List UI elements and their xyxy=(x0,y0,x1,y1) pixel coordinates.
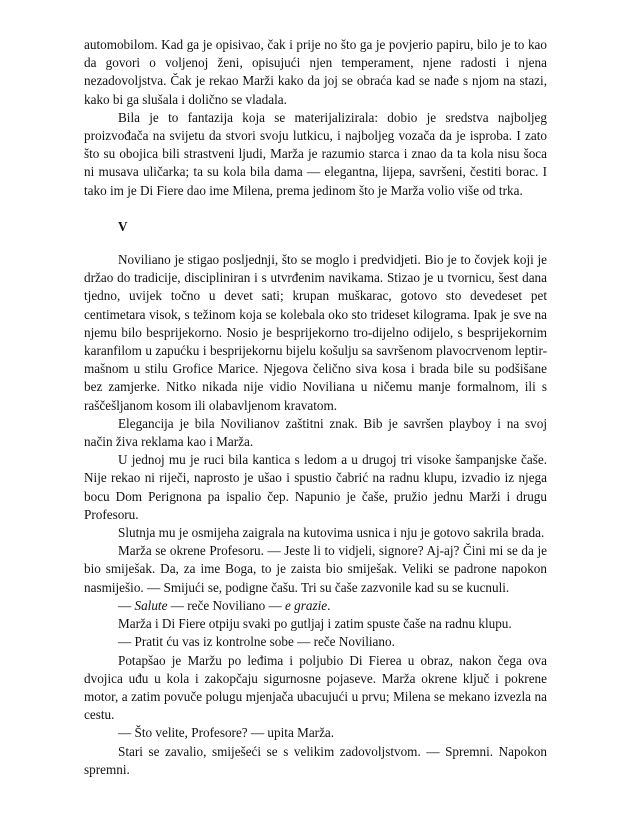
document-page xyxy=(84,36,547,779)
dialogue-line xyxy=(84,597,547,615)
paragraph: Marža se okrene Profesoru. — Jeste li to vidjeli, signore? Aj-aj? Čini mi se da je bio smiješak. Da, za ime Boga, to je zaista bio smiješak. Veliki se padrone napokon nasmiješio. — Smijući se, podigne čašu. Tri su čaše zazvonile kad su se kucnuli. xyxy=(84,543,547,595)
paragraph: Bila je to fantazija koja se materijalizirala: dobio je sredstva najboljeg proizvođača na svijetu da stvori svoju lutkicu, i najboljeg vozača da je isproba. I zato što su obojica bili strastveni ljudi, Marža je razumio starca i znao da ta kola nisu šoca ni musava uličarka; ta su kola bila dama — elegantna, lijepa, savršeni, čestiti borac. I tako im je Di Fiere dao ime Milena, prema jedinom što je Marža volio više od trka. xyxy=(84,109,547,198)
paragraph: Noviliano je stigao posljednji, što se moglo i predvidjeti. Bio je to čovjek koji je držao do tradicije, discipliniran i s utvrđenim navikama. Stizao je u tvornicu, šest dana tjedno, uvijek točno u devet sati; krupan muškarac, gotovo sto devedeset pet centimetara visok, s težinom koja se kolebala oko sto trideset kilograma. Ipak je sve na njemu bilo besprijekorno. Nosio je besprijekorno tro-dijelno odijelo, s besprijekornim karanfilom u zapućku i besprijekornu bijelu košulju sa savršenom plavocrvenom leptir-mašnom u stilu Grofice Marice. Njegova čelično siva kosa i brada bile su podšišane bez zamjerke. Nitko nikada nije vidio Noviliana u ničemu manje formalnom, ili s raščešljanom kosom ili olabavljenom kravatom. xyxy=(84,252,547,413)
paragraph: Slutnja mu je osmijeha zaigrala na kutovima usnica i nju je gotovo sakrila brada. xyxy=(118,525,545,541)
paragraph: Potapšao je Maržu po leđima i poljubio Di Fierea u obraz, nakon čega ova dvojica uđu u kola i zakopčaju sigurnosne pojaseve. Marža okrene ključ i pokrene motor, a zatim povuče polugu mjenjača ubacujući u prvu; Milena se mekano izvezla na cestu. xyxy=(84,652,547,723)
dialogue-mid: — reče Noviliano — xyxy=(167,597,286,613)
dialogue-dash: — xyxy=(118,597,135,613)
italic-word: Salute xyxy=(134,597,168,613)
dialogue-line: — Što velite, Profesore? — upita Marža. xyxy=(118,725,335,741)
paragraph: automobilom. Kad ga je opisivao, čak i prije no što ga je povjerio papiru, bilo je to kao da govori o voljenoj ženi, opisujući njen temperament, njene radosti i njena nezadovoljstva. Čak je rekao Marži kako da joj se obraća kad se nađe s njom na stazi, kako bi ga slušala i dolično se vladala. xyxy=(84,37,547,107)
dialogue-line: — Pratit ću vas iz kontrolne sobe — reče Noviliano. xyxy=(118,634,395,650)
paragraph: U jednoj mu je ruci bila kantica s ledom a u drugoj tri visoke šampanjske čaše. Nije rekao ni riječi, naprosto je ušao i spustio čabrić na radnu klupu, izvadio iz njega bocu Dom Perignona pa ispalio čep. Napunio je čaše, pružio jednu Marži i drugu Profesoru. xyxy=(84,452,547,522)
dialogue-end: . xyxy=(327,597,331,613)
chapter-heading: V xyxy=(118,218,128,234)
paragraph: Stari se zavalio, smiješeći se s velikim zadovoljstvom. — Spremni. Napokon spremni. xyxy=(84,743,547,777)
paragraph: Marža i Di Fiere otpiju svaki po gutljaj i zatim spuste čaše na radnu klupu. xyxy=(118,616,512,632)
paragraph: Elegancija je bila Novilianov zaštitni znak. Bib je savršen playboy i na svoj način živa reklama kao i Marža. xyxy=(84,415,547,450)
italic-word: e grazie xyxy=(285,597,328,613)
